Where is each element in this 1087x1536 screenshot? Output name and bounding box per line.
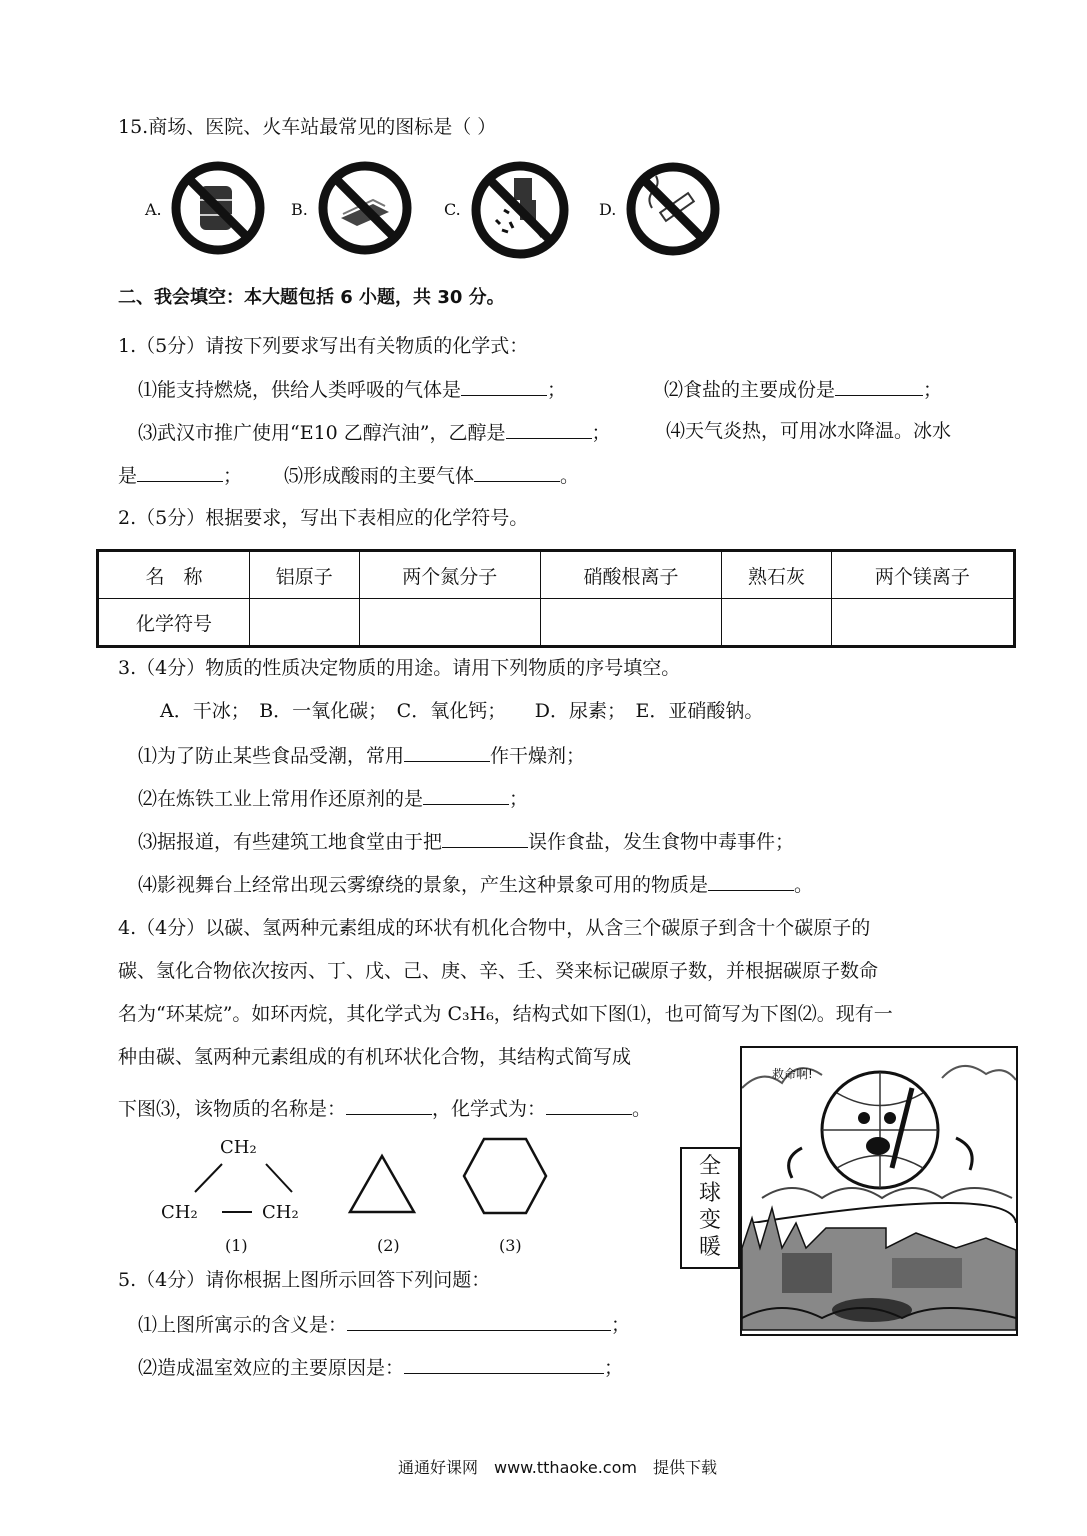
p4-line5-end: 。 [632, 1098, 652, 1120]
p4-name-blank[interactable] [346, 1094, 432, 1115]
p1-e-start: 是 [118, 465, 138, 487]
p1-e [118, 461, 242, 489]
p5-stem: 5.（4分）请你根据上图所示回答下列问题： [118, 1269, 491, 1291]
p3-d [138, 870, 813, 898]
footer-text: 通通好课网 www.tthaoke.com 提供下载 [398, 1458, 717, 1477]
p1-f-blank[interactable] [474, 461, 560, 482]
p1-f [284, 461, 579, 489]
p5-a-blank[interactable] [347, 1310, 611, 1331]
cyclopropane-bonds [150, 1150, 330, 1220]
p4-line5 [118, 1094, 651, 1122]
p1-a [138, 375, 566, 403]
p3-d-end: 。 [794, 874, 814, 896]
ch2-top-label: CH₂ [220, 1137, 257, 1158]
p1-a-end: ； [547, 379, 567, 401]
p5-a-text: ⑴上图所寓示的含义是： [138, 1314, 348, 1336]
p1-f-text: ⑸形成酸雨的主要气体 [284, 465, 475, 487]
p1-f-end: 。 [560, 465, 580, 487]
p1-b [664, 375, 942, 403]
chemical-symbol-table [96, 549, 1016, 648]
no-fireworks-sign-icon [464, 160, 576, 260]
table-header-cell: 铝原子 [250, 551, 360, 599]
table-header-cell: 两个镁离子 [831, 551, 1014, 599]
p1-b-text: ⑵食盐的主要成份是 [664, 379, 836, 401]
p5-a-end: ； [611, 1314, 631, 1336]
answer-cell[interactable] [722, 599, 832, 647]
p1-a-blank[interactable] [461, 375, 547, 396]
p3-b-blank[interactable] [423, 784, 509, 805]
global-warming-cartoon [740, 1046, 1018, 1336]
no-barrel-sign-icon [166, 160, 270, 256]
sign-char: 暖 [698, 1235, 721, 1260]
ch2-left-label: CH₂ [161, 1202, 198, 1223]
global-warming-sign [680, 1147, 740, 1269]
option-d-label: D. [599, 200, 617, 219]
p5-b-end: ； [604, 1357, 624, 1379]
table-header-cell: 两个氮分子 [359, 551, 540, 599]
p1-c [138, 418, 611, 446]
row-label: 化学符号 [98, 599, 250, 647]
p3-c-end: 误作食盐，发生食物中毒事件； [528, 831, 795, 853]
table-header-cell: 熟石灰 [722, 551, 832, 599]
p4-line2: 碳、氢化合物依次按丙、丁、戊、己、庚、辛、壬、癸来标记碳原子数，并根据碳原子数命 [118, 960, 879, 982]
p1-stem: 1.（5分）请按下列要求写出有关物质的化学式： [118, 335, 529, 357]
p4-line4: 种由碳、氢两种元素组成的有机环状化合物，其结构式简写成 [118, 1046, 632, 1068]
fig2-label: (2) [377, 1236, 400, 1255]
p1-b-end: ； [923, 379, 943, 401]
p3-b-end: ； [509, 788, 529, 810]
sign-char: 变 [698, 1208, 721, 1233]
p1-c-text: ⑶武汉市推广使用“E10 乙醇汽油”，乙醇是 [138, 422, 506, 444]
table-row [98, 599, 1015, 647]
p5-b-blank[interactable] [404, 1353, 604, 1374]
ch2-right-label: CH₂ [262, 1202, 299, 1223]
p5-b [138, 1353, 623, 1381]
p1-d-text: ⑷天气炎热，可用冰水降温。冰水 [666, 420, 952, 442]
p3-a-blank[interactable] [404, 741, 490, 762]
table-header-cell: 名 称 [98, 551, 250, 599]
table-header-row [98, 551, 1015, 599]
no-smoking-sign-icon [620, 160, 726, 258]
p5-a [138, 1310, 630, 1338]
p3-a-text: ⑴为了防止某些食品受潮，常用 [138, 745, 405, 767]
p1-c-end: ； [591, 422, 611, 444]
p1-e-end: ； [223, 465, 243, 487]
p3-d-text: ⑷影视舞台上经常出现云雾缭绕的景象，产生这种景象可用的物质是 [138, 874, 709, 896]
sign-char: 球 [698, 1181, 721, 1206]
sign-char: 全 [698, 1154, 721, 1179]
p4-formula-label: ，化学式为： [432, 1098, 547, 1120]
p3-b-text: ⑵在炼铁工业上常用作还原剂的是 [138, 788, 424, 810]
no-book-sign-icon [313, 160, 417, 256]
answer-cell[interactable] [250, 599, 360, 647]
answer-cell[interactable] [540, 599, 721, 647]
fig1-label: (1) [225, 1236, 248, 1255]
p1-c-blank[interactable] [506, 418, 592, 439]
p1-e-blank[interactable] [137, 461, 223, 482]
global-warming-illustration [742, 1048, 1016, 1334]
p4-line1: 4.（4分）以碳、氢两种元素组成的环状有机化合物中，从含三个碳原子到含十个碳原子的 [118, 917, 871, 939]
p5-b-text: ⑵造成温室效应的主要原因是： [138, 1357, 405, 1379]
q15-text: 15.商场、医院、火车站最常见的图标是（ ） [118, 116, 497, 138]
p3-a [138, 741, 585, 769]
p3-a-end: 作干燥剂； [490, 745, 586, 767]
p3-b [138, 784, 528, 812]
answer-cell[interactable] [359, 599, 540, 647]
p2-stem: 2.（5分）根据要求，写出下表相应的化学符号。 [118, 507, 529, 529]
option-b-label: B. [291, 200, 308, 219]
option-a-label: A. [145, 200, 162, 219]
p3-c [138, 827, 794, 855]
table-header-cell: 硝酸根离子 [540, 551, 721, 599]
fig3-label: (3) [499, 1236, 522, 1255]
p4-formula-blank[interactable] [546, 1094, 632, 1115]
help-speech-bubble: 救命啊! [772, 1067, 813, 1081]
p1-b-blank[interactable] [835, 375, 923, 396]
p3-c-text: ⑶据报道，有些建筑工地食堂由于把 [138, 831, 443, 853]
triangle-ring-icon [346, 1152, 418, 1216]
p1-a-text: ⑴能支持燃烧，供给人类呼吸的气体是 [138, 379, 462, 401]
hexagon-ring-icon [460, 1135, 550, 1217]
p4-line3: 名为“环某烷”。如环丙烷，其化学式为 C₃H₆，结构式如下图⑴，也可简写为下图⑵。现有一 [118, 1003, 893, 1025]
p3-stem: 3.（4分）物质的性质决定物质的用途。请用下列物质的序号填空。 [118, 657, 681, 679]
p3-d-blank[interactable] [708, 870, 794, 891]
p4-name-label: 下图⑶，该物质的名称是： [118, 1098, 347, 1120]
answer-cell[interactable] [831, 599, 1014, 647]
p3-c-blank[interactable] [442, 827, 528, 848]
p3-choices: A．干冰； B．一氧化碳； C．氧化钙； D．尿素； E．亚硝酸钠。 [160, 700, 764, 722]
option-c-label: C. [444, 200, 461, 219]
section2-heading: 二、我会填空：本大题包括 6 小题，共 30 分。 [118, 287, 505, 308]
